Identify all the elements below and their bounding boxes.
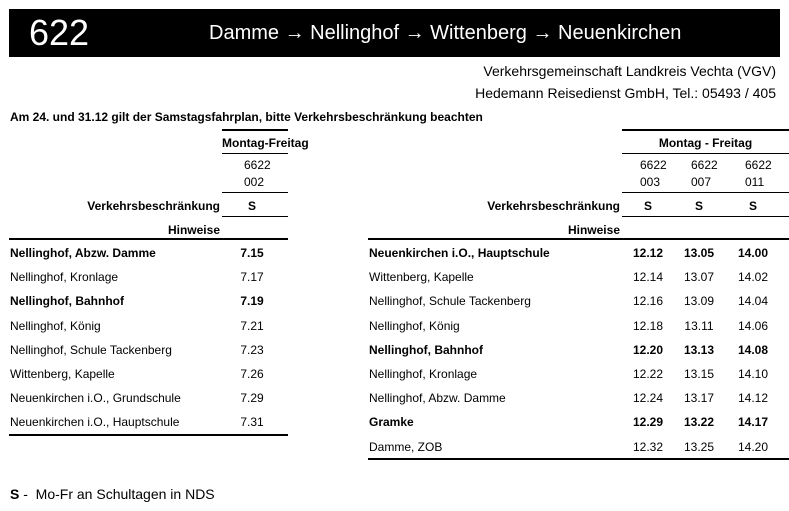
- section-rule: [368, 458, 789, 460]
- header-rule: [622, 216, 789, 217]
- departure-time: 14.17: [738, 415, 769, 430]
- header-rule: [622, 192, 789, 193]
- line-number: 622: [29, 12, 90, 53]
- legend-symbol: S: [10, 486, 20, 502]
- stop-name: Neuenkirchen i.O., Hauptschule: [10, 415, 180, 430]
- departure-time: 12.18: [633, 318, 664, 333]
- header-rule: [222, 216, 288, 217]
- departure-time: 7.29: [240, 391, 264, 406]
- departure-time: 14.00: [738, 246, 769, 260]
- departure-time: 7.23: [240, 342, 264, 357]
- stop-name: Neuenkirchen i.O., Hauptschule: [369, 246, 550, 260]
- trip-number: 003: [640, 175, 661, 189]
- departure-time: 13.15: [684, 367, 715, 381]
- restriction-label: Verkehrsbeschränkung: [487, 199, 620, 213]
- day-header: Montag - Freitag: [658, 136, 753, 150]
- departure-time: 13.22: [684, 415, 715, 430]
- stop-name: Nellinghof, Abzw. Damme: [369, 391, 506, 406]
- trip-number: 002: [244, 175, 265, 189]
- stop-name: Nellinghof, Schule Tackenberg: [369, 294, 531, 309]
- departure-time: 12.24: [633, 391, 664, 406]
- section-rule: [9, 238, 288, 240]
- stop-name: Nellinghof, Bahnhof: [10, 294, 124, 309]
- restriction-code: S: [643, 199, 652, 213]
- departure-time: 13.17: [684, 391, 715, 406]
- stop-name: Damme, ZOB: [369, 439, 443, 454]
- stop-name: Nellinghof, Schule Tackenberg: [10, 342, 172, 357]
- stop-name: Nellinghof, Bahnhof: [369, 342, 483, 357]
- notes-label: Hinweise: [167, 223, 220, 237]
- operator-name: Verkehrsgemeinschaft Landkreis Vechta (VGV): [483, 63, 776, 79]
- route-number: 6622: [244, 158, 271, 172]
- departure-time: 14.10: [738, 367, 769, 381]
- operator-contact: Hedemann Reisedienst GmbH, Tel.: 05493 / 405: [475, 85, 776, 101]
- departure-time: 12.12: [633, 246, 664, 260]
- stop-name: Nellinghof, Kronlage: [10, 270, 119, 285]
- departure-time: 13.11: [684, 318, 714, 333]
- route-number: 6622: [745, 158, 772, 172]
- departure-time: 7.15: [240, 246, 264, 260]
- departure-time: 7.26: [240, 367, 264, 381]
- departure-time: 13.25: [684, 439, 715, 454]
- departure-time: 12.20: [633, 342, 664, 357]
- departure-time: 7.17: [240, 270, 264, 285]
- departure-time: 13.13: [684, 342, 715, 357]
- departure-time: 13.07: [684, 270, 715, 285]
- route-number: 6622: [691, 158, 718, 172]
- departure-time: 12.32: [633, 439, 664, 454]
- stop-name: Nellinghof, Kronlage: [369, 367, 478, 381]
- departure-time: 14.20: [738, 439, 769, 454]
- header-rule: [222, 153, 288, 154]
- stop-name: Wittenberg, Kapelle: [369, 270, 474, 285]
- holiday-notice: Am 24. und 31.12 gilt der Samstagsfahrplan, bitte Verkehrsbeschränkung beachten: [10, 110, 483, 124]
- route-header-bar: [9, 9, 780, 57]
- section-rule: [368, 238, 789, 240]
- departure-time: 14.12: [738, 391, 769, 406]
- departure-time: 7.19: [240, 294, 264, 309]
- stop-name: Gramke: [369, 415, 414, 430]
- header-rule: [222, 129, 288, 131]
- section-rule: [9, 434, 288, 436]
- restriction-label: Verkehrsbeschränkung: [87, 199, 220, 213]
- trip-number: 007: [691, 175, 712, 189]
- legend: [10, 486, 215, 502]
- departure-time: 14.08: [738, 342, 769, 357]
- stop-name: Nellinghof, Abzw. Damme: [10, 246, 156, 260]
- stop-name: Nellinghof, König: [369, 318, 460, 333]
- departure-time: 14.04: [738, 294, 769, 309]
- legend-text: - Mo-Fr an Schultagen in NDS: [19, 486, 215, 502]
- departure-time: 12.14: [633, 270, 664, 285]
- restriction-code: S: [247, 199, 256, 213]
- departure-time: 14.06: [738, 318, 769, 333]
- stop-name: Neuenkirchen i.O., Grundschule: [10, 391, 181, 406]
- route-number: 6622: [640, 158, 667, 172]
- header-rule: [622, 129, 789, 131]
- departure-time: 14.02: [738, 270, 769, 285]
- trip-number: 011: [745, 175, 765, 189]
- day-header: Montag-Freitag: [222, 136, 309, 150]
- route-title: Damme → Nellinghof → Wittenberg → Neuenkirchen: [209, 22, 682, 44]
- departure-time: 12.29: [633, 415, 664, 430]
- header-rule: [222, 192, 288, 193]
- stop-name: Wittenberg, Kapelle: [10, 367, 115, 381]
- stop-name: Nellinghof, König: [10, 318, 101, 333]
- departure-time: 12.16: [633, 294, 664, 309]
- departure-time: 13.05: [684, 246, 715, 260]
- notes-label: Hinweise: [567, 223, 620, 237]
- departure-time: 7.31: [240, 415, 264, 430]
- departure-time: 13.09: [684, 294, 715, 309]
- header-rule: [622, 153, 789, 154]
- restriction-code: S: [748, 199, 757, 213]
- departure-time: 7.21: [240, 318, 264, 333]
- restriction-code: S: [694, 199, 703, 213]
- departure-time: 12.22: [633, 367, 664, 381]
